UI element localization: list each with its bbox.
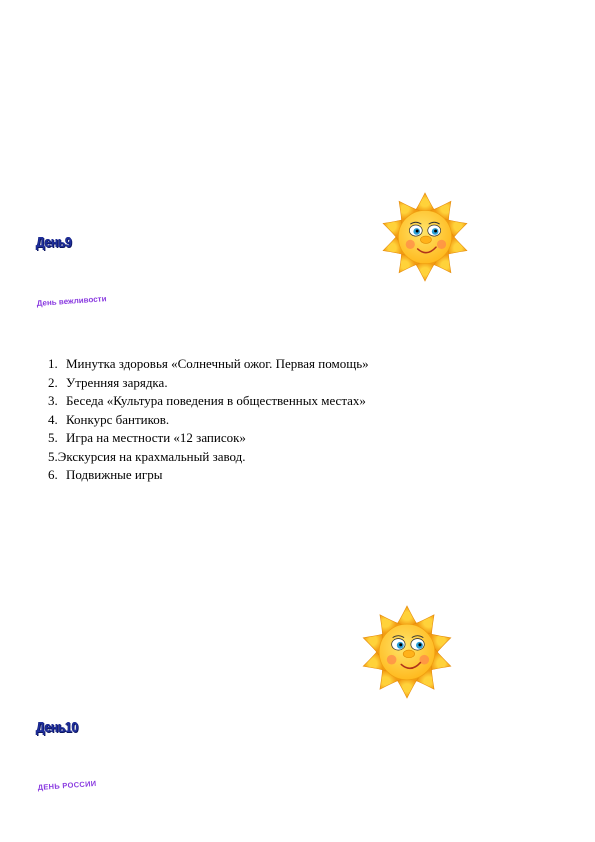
list-item <box>48 411 369 430</box>
item-number: 1. <box>48 356 58 371</box>
list-item <box>48 374 369 393</box>
sun-face-icon <box>359 604 455 700</box>
list-item <box>48 355 369 374</box>
item-number: 4. <box>48 411 58 427</box>
list-item <box>48 466 369 485</box>
item-text: Конкурс бантиков. <box>66 411 170 427</box>
item-number: 5. <box>48 448 58 464</box>
item-text: Экскурсия на крахмальный завод. <box>57 448 246 464</box>
item-number: 5. <box>48 430 58 445</box>
item-text: Минутка здоровья «Солнечный ожог. Первая помощь» <box>66 356 369 371</box>
sun-face-icon <box>379 191 471 283</box>
item-text: Беседа «Культура поведения в общественных местах» <box>66 393 366 408</box>
item-number: 6. <box>48 467 58 482</box>
day10-subtitle: ДЕНЬ РОССИИ <box>37 778 97 792</box>
day10-title: День10 <box>36 719 78 736</box>
list-item <box>48 429 369 448</box>
item-number: 3. <box>48 393 58 408</box>
activity-list <box>48 355 369 485</box>
list-item <box>48 392 369 411</box>
item-text: Игра на местности «12 записок» <box>66 430 246 445</box>
day9-title: День9 <box>36 234 72 251</box>
day9-subtitle: День вежливости <box>36 294 107 308</box>
item-number: 2. <box>48 374 58 390</box>
item-text: Утренняя зарядка. <box>66 374 168 390</box>
list-item <box>48 448 369 467</box>
item-text: Подвижные игры <box>66 467 163 482</box>
